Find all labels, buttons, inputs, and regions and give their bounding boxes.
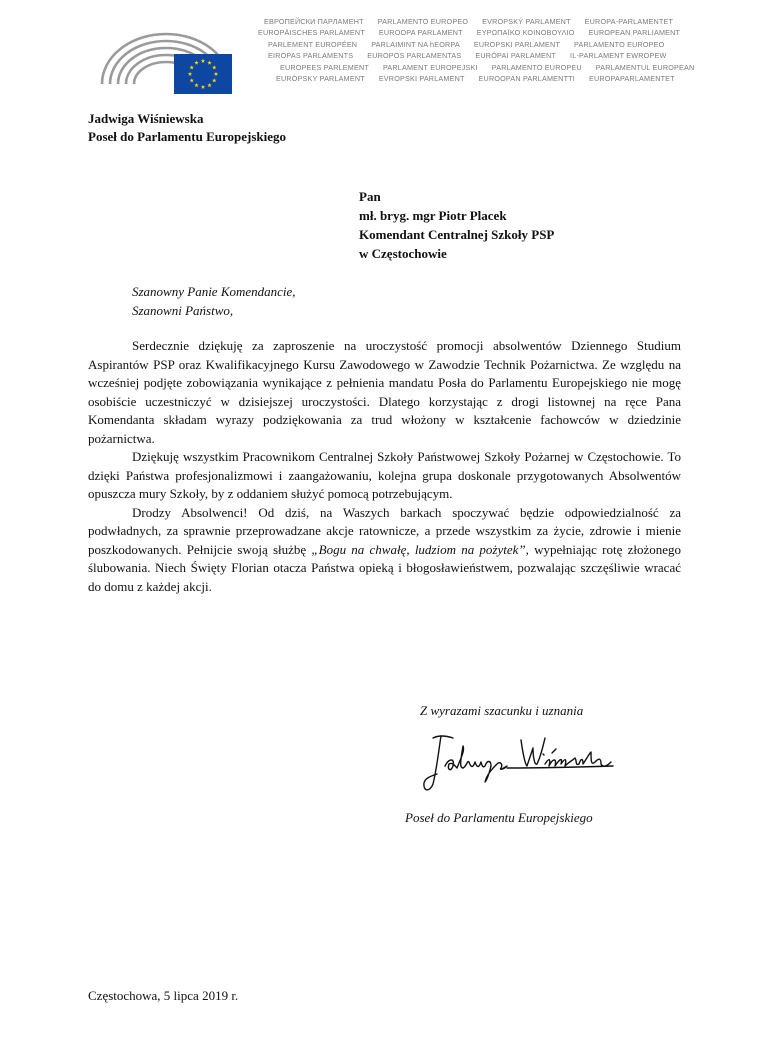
sender-block bbox=[88, 110, 286, 146]
letterhead-name: IL-PARLAMENT EWROPEW bbox=[570, 51, 667, 61]
letterhead-name: EURÓPAI PARLAMENT bbox=[475, 51, 557, 61]
letterhead-name: PARLAMENTO EUROPEO bbox=[574, 39, 665, 49]
letterhead-name: EVROPSKI PARLAMENT bbox=[378, 74, 465, 84]
letterhead-name: EUROPEES PARLEMENT bbox=[280, 62, 369, 72]
motto-quote: „Bogu na chwałę, ludziom na pożytek” bbox=[311, 541, 526, 557]
letterhead-name: EURÓPSKY PARLAMENT bbox=[276, 74, 365, 84]
sender-title: Poseł do Parlamentu Europejskiego bbox=[88, 129, 287, 144]
body-paragraph bbox=[88, 504, 681, 597]
body-text: , wypełniając rotę złożonego ślubowania. Niech Święty Florian otacza Państwa opieką i błogosławieństwem, pozwalając szczęśliwie wracać do domu z każdej akcji. bbox=[88, 541, 681, 594]
letterhead-name: PARLAMENTO EUROPEO bbox=[377, 17, 469, 26]
body-text: Drodzy Absolwenci! Od dziś, na Waszych barkach spoczywać będzie odpowiedzialność za podwładnych, za sprawnie przeprowadzane akcje ratownicze, a przede wszystkim za życie, zdrowie i mienie poszkodowanych. Pełnijcie swoją służbę bbox=[88, 504, 681, 557]
body-paragraph bbox=[88, 448, 681, 504]
letterhead-row bbox=[258, 62, 695, 73]
body-text: Dziękuję wszystkim Pracownikom Centralnej Szkoły Państwowej Szkoły Pożarnej w Częstochowie. To dzięki Państwa profesjonalizmowi i zaangażowaniu, kolejna grupa doskonale przygotowanych Absolwentów opuszcza mury Szkoły, by z oddaniem służyć pomocą potrzebującym. bbox=[88, 449, 681, 501]
letterhead-row bbox=[258, 16, 678, 27]
handwritten-signature bbox=[415, 728, 620, 798]
letterhead-name: PARLAIMINT NA hEORPA bbox=[371, 39, 460, 49]
letterhead-row bbox=[258, 73, 678, 84]
letterhead-name: ЕВРОПЕЙСКИ ПАРЛАМЕНТ bbox=[264, 17, 364, 26]
recipient-line: w Częstochowie bbox=[359, 246, 447, 261]
european-parliament-logo bbox=[96, 22, 236, 97]
recipient-line: Komendant Centralnej Szkoły PSP bbox=[359, 227, 555, 242]
letterhead-name: EUROPA-PARLAMENTET bbox=[584, 17, 674, 26]
recipient-block bbox=[359, 187, 554, 263]
recipient-line: mł. bryg. mgr Piotr Placek bbox=[359, 208, 507, 223]
closing-phrase: Z wyrazami szacunku i uznania bbox=[420, 703, 584, 718]
letterhead-name: EUROPAPARLAMENTET bbox=[588, 74, 675, 84]
letterhead-name: EUROPOS PARLAMENTAS bbox=[367, 51, 462, 61]
letterhead-name: EUROPEAN PARLIAMENT bbox=[588, 28, 681, 38]
letterhead-row bbox=[258, 50, 678, 61]
letterhead-name: EIROPAS PARLAMENTS bbox=[268, 51, 354, 61]
salutation-line: Szanowni Państwo, bbox=[132, 303, 234, 318]
letterhead-name: PARLAMENTO EUROPEU bbox=[491, 62, 582, 72]
letterhead-name: EUROOPA PARLAMENT bbox=[378, 28, 463, 38]
letterhead bbox=[0, 0, 757, 110]
letterhead-names bbox=[258, 16, 695, 84]
letterhead-name: PARLEMENT EUROPÉEN bbox=[268, 39, 358, 49]
letterhead-name: ΕΥΡΩΠΑΪΚΟ ΚΟΙΝΟΒΟΥΛΙΟ bbox=[476, 28, 575, 38]
letterhead-row bbox=[258, 27, 681, 38]
letterhead-name: EUROPÄISCHES PARLAMENT bbox=[258, 28, 365, 38]
sender-name: Jadwiga Wiśniewska bbox=[88, 111, 204, 126]
letterhead-name: EUROPSKI PARLAMENT bbox=[473, 39, 561, 49]
signer-title: Poseł do Parlamentu Europejskiego bbox=[405, 810, 593, 825]
letterhead-name: EVROPSKÝ PARLAMENT bbox=[482, 17, 571, 26]
letterhead-name: PARLAMENT EUROPEJSKI bbox=[382, 62, 478, 72]
letterhead-name: PARLAMENTUL EUROPEAN bbox=[595, 62, 695, 72]
recipient-line: Pan bbox=[359, 189, 381, 204]
letter-body bbox=[88, 337, 681, 596]
letterhead-name: EUROOPAN PARLAMENTTI bbox=[478, 74, 575, 84]
salutation-line: Szanowny Panie Komendancie, bbox=[132, 284, 296, 299]
salutation bbox=[132, 282, 296, 320]
letterhead-row bbox=[258, 39, 678, 50]
body-paragraph: Serdecznie dziękuję za zaproszenie na uroczystość promocji absolwentów Dziennego Studium Aspirantów PSP oraz Kwalifikacyjnego Kursu Zawodowego w Zawodzie Technik Pożarnictwa. Ze względu na wcześniej podjęte zobowiązania wynikające z pełnienia mandatu Posła do Parlamentu Europejskiego nie mogę osobiście uczestniczyć w dzisiejszej uroczystości. Dlatego korzystając z drogi listownej na ręce Pana Komendanta składam wyrazy podziękowania za trud włożony w kształcenie fachowców w dziedzinie pożarnictwa. bbox=[88, 338, 681, 446]
place-date: Częstochowa, 5 lipca 2019 r. bbox=[88, 988, 239, 1003]
